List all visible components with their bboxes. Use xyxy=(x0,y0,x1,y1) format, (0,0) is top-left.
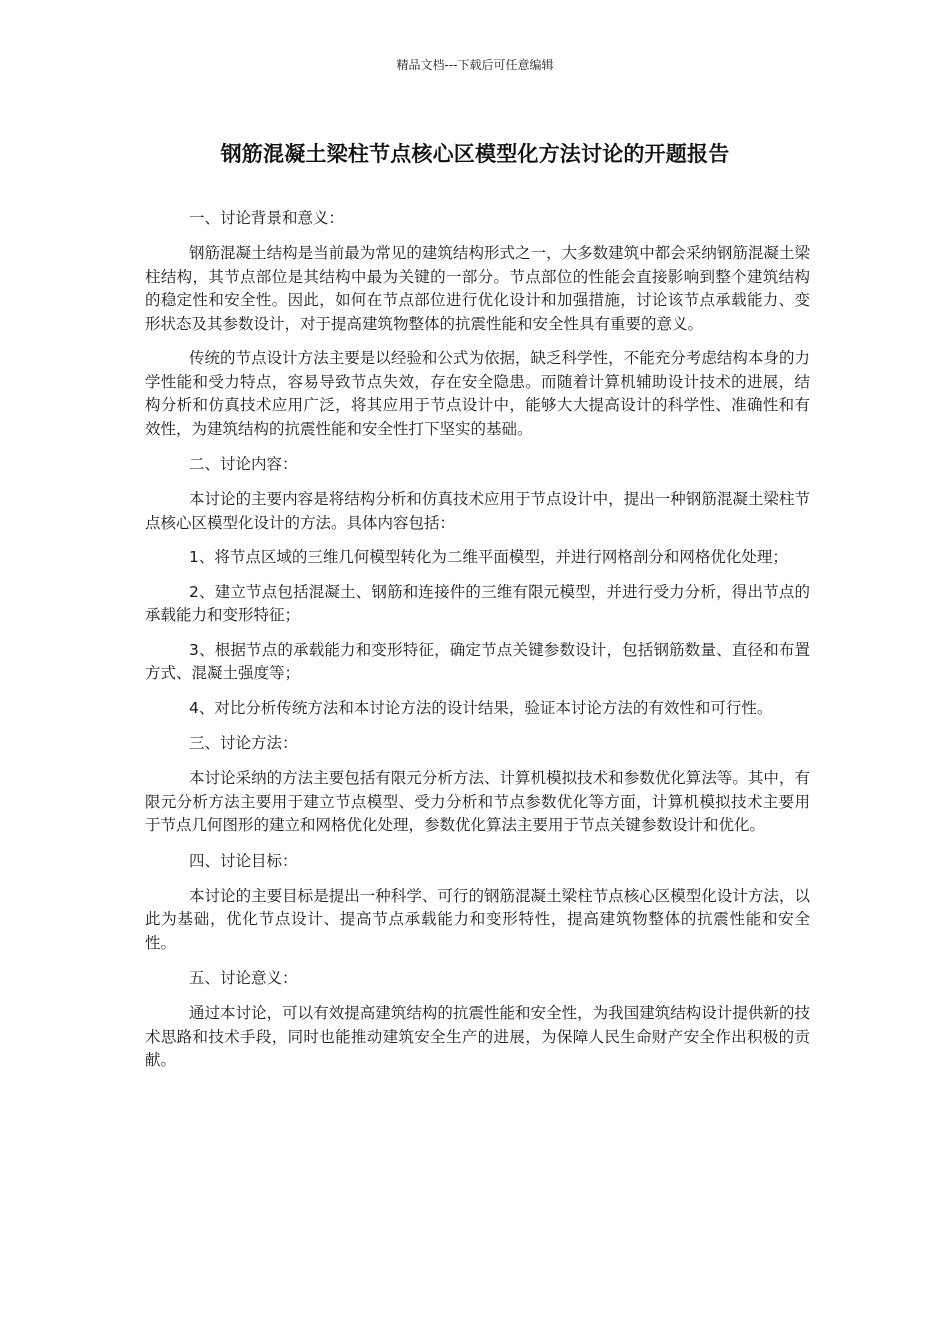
paragraph: 通过本讨论，可以有效提高建筑结构的抗震性能和安全性，为我国建筑结构设计提供新的技术思路和技术手段，同时也能推动建筑安全生产的进展，为保障人民生命财产安全作出积极的贡献。 xyxy=(145,1004,810,1069)
list-item: 1、将节点区域的三维几何模型转化为二维平面模型，并进行网格剖分和网格优化处理； xyxy=(189,548,788,566)
section-heading: 四、讨论目标： xyxy=(189,851,298,870)
section-heading: 一、讨论背景和意义： xyxy=(189,209,345,227)
list-item: 4、对比分析传统方法和本讨论方法的设计结果，验证本讨论方法的有效性和可行性。 xyxy=(189,698,773,717)
paragraph: 本讨论的主要内容是将结构分析和仿真技术应用于节点设计中，提出一种钢筋混凝土梁柱节点核心区模型化设计的方法。具体内容包括： xyxy=(145,490,810,532)
list-item: 2、建立节点包括混凝土、钢筋和连接件的三维有限元模型，并进行受力分析，得出节点的承载能力和变形特征； xyxy=(145,582,810,624)
section-methods xyxy=(145,731,810,838)
paragraph: 本讨论采纳的方法主要包括有限元分析方法、计算机模拟技术和参数优化算法等。其中，有限元分析方法主要用于建立节点模型、受力分析和节点参数优化等方面，计算机模拟技术主要用于节点几何图形的建立和网格优化处理，参数优化算法主要用于节点关键参数设计和优化。 xyxy=(145,769,810,834)
section-heading: 五、讨论意义： xyxy=(189,969,298,987)
paragraph: 钢筋混凝土结构是当前最为常见的建筑结构形式之一，大多数建筑中都会采纳钢筋混凝土梁柱结构，其节点部位是其结构中最为关键的一部分。节点部位的性能会直接影响到整个建筑结构的稳定性和安全性。因此，如何在节点部位进行优化设计和加强措施，讨论该节点承载能力、变形状态及其参数设计，对于提高建筑物整体的抗震性能和安全性具有重要的意义。 xyxy=(145,244,810,333)
section-background xyxy=(145,206,810,441)
section-goals xyxy=(145,849,810,956)
document-title: 钢筋混凝土梁柱节点核心区模型化方法讨论的开题报告 xyxy=(220,142,730,166)
list-item: 3、根据节点的承载能力和变形特征，确定节点关键参数设计，包括钢筋数量、直径和布置方式、混凝土强度等； xyxy=(145,640,810,682)
section-content xyxy=(145,452,810,720)
paragraph: 传统的节点设计方法主要是以经验和公式为依据，缺乏科学性，不能充分考虑结构本身的力学性能和受力特点，容易导致节点失效，存在安全隐患。而随着计算机辅助设计技术的进展，结构分析和仿真技术应用广泛，将其应用于节点设计中，能够大大提高设计的科学性、准确性和有效性，为建筑结构的抗震性能和安全性打下坚实的基础。 xyxy=(145,349,810,438)
section-heading: 二、讨论内容： xyxy=(189,455,298,473)
header-note: 精品文档---下载后可任意编辑 xyxy=(396,58,554,72)
section-heading: 三、讨论方法： xyxy=(189,734,298,752)
section-significance xyxy=(145,966,810,1073)
document-body xyxy=(145,206,810,1084)
paragraph: 本讨论的主要目标是提出一种科学、可行的钢筋混凝土梁柱节点核心区模型化设计方法，以此为基础，优化节点设计、提高节点承载能力和变形特性，提高建筑物整体的抗震性能和安全性。 xyxy=(145,886,810,952)
